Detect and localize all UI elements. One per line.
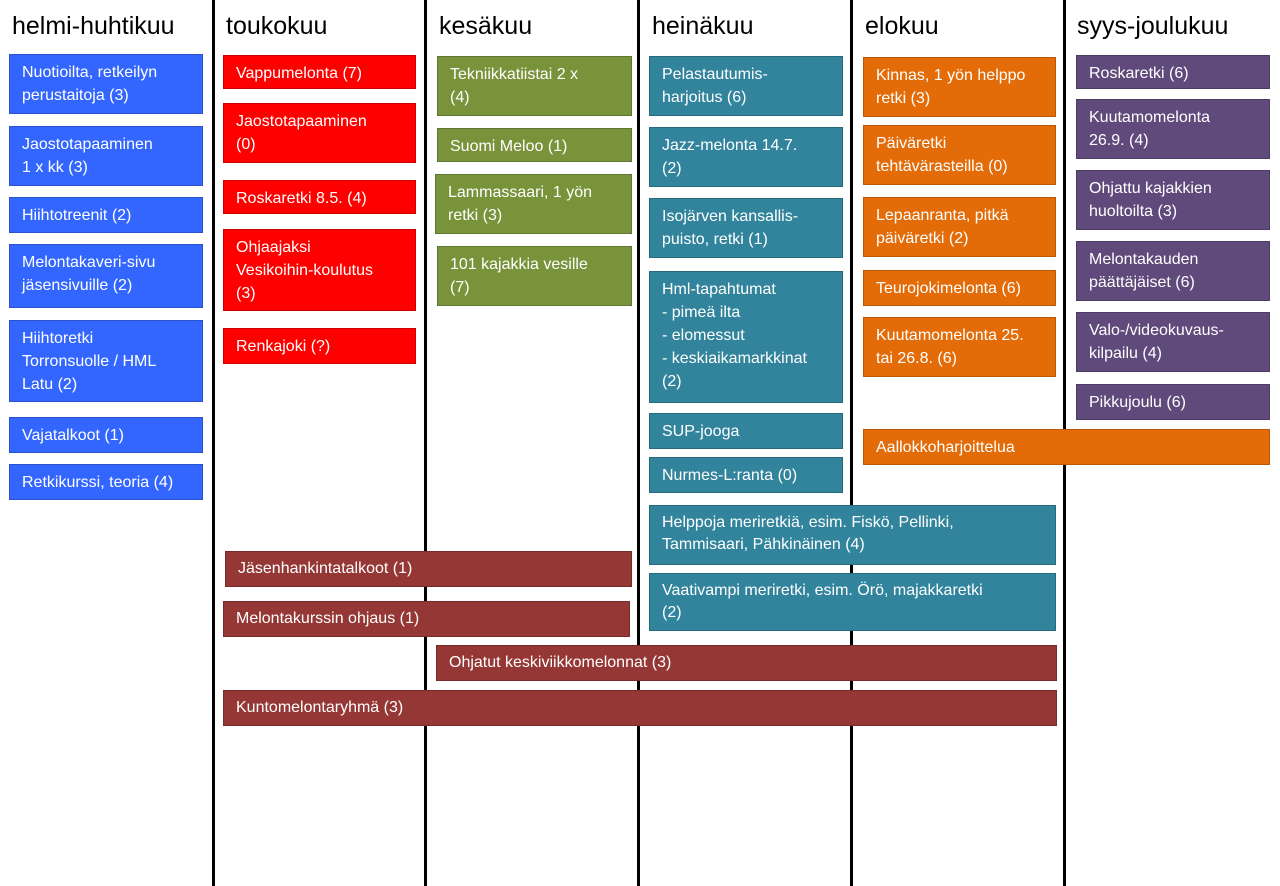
activity-box: Hiihtotreenit (2) bbox=[9, 197, 203, 233]
activity-box: Vappumelonta (7) bbox=[223, 55, 416, 89]
activity-box: Kinnas, 1 yön helppo retki (3) bbox=[863, 57, 1056, 117]
column-divider bbox=[424, 0, 427, 886]
activity-box: SUP-jooga bbox=[649, 413, 843, 449]
activity-box: Roskaretki 8.5. (4) bbox=[223, 180, 416, 214]
month-header-kesakuu: kesäkuu bbox=[439, 12, 533, 40]
activity-box: Tekniikkatiistai 2 x (4) bbox=[437, 56, 632, 116]
activity-box: Ohjaajaksi Vesikoihin-koulutus (3) bbox=[223, 229, 416, 311]
spanning-activity-box: Jäsenhankintatalkoot (1) bbox=[225, 551, 632, 587]
activity-box: Teurojokimelonta (6) bbox=[863, 270, 1056, 306]
activity-box: Melontakaveri-sivu jäsensivuille (2) bbox=[9, 244, 203, 308]
month-header-toukokuu: toukokuu bbox=[226, 12, 328, 40]
activity-box: Ohjattu kajakkien huoltoilta (3) bbox=[1076, 170, 1270, 230]
activity-box: Isojärven kansallis- puisto, retki (1) bbox=[649, 198, 843, 258]
activity-box-wide: Helppoja meriretkiä, esim. Fiskö, Pellinki, Tammisaari, Pähkinäinen (4) bbox=[649, 505, 1056, 565]
column-divider bbox=[850, 0, 853, 886]
column-divider bbox=[212, 0, 215, 886]
activity-box: Roskaretki (6) bbox=[1076, 55, 1270, 89]
activity-box: Melontakauden päättäjäiset (6) bbox=[1076, 241, 1270, 301]
spanning-activity-box: Kuntomelontaryhmä (3) bbox=[223, 690, 1057, 726]
activity-box: Renkajoki (?) bbox=[223, 328, 416, 364]
activity-box-wide: Vaativampi meriretki, esim. Örö, majakkaretki (2) bbox=[649, 573, 1056, 631]
activity-box: Jaostotapaaminen 1 x kk (3) bbox=[9, 126, 203, 186]
activity-box: Lammassaari, 1 yön retki (3) bbox=[435, 174, 632, 234]
spanning-activity-box: Melontakurssin ohjaus (1) bbox=[223, 601, 630, 637]
activity-box: Nurmes-L:ranta (0) bbox=[649, 457, 843, 493]
activity-box: Kuutamomelonta 25. tai 26.8. (6) bbox=[863, 317, 1056, 377]
activity-box: Päiväretki tehtävärasteilla (0) bbox=[863, 125, 1056, 185]
activity-box: Kuutamomelonta 26.9. (4) bbox=[1076, 99, 1270, 159]
activity-box: Lepaanranta, pitkä päiväretki (2) bbox=[863, 197, 1056, 257]
activity-box: Hml-tapahtumat - pimeä ilta - elomessut - keskiaikamarkkinat (2) bbox=[649, 271, 843, 403]
month-header-heinakuu: heinäkuu bbox=[652, 12, 754, 40]
activity-box: Pelastautumis- harjoitus (6) bbox=[649, 56, 843, 116]
activity-box: Suomi Meloo (1) bbox=[437, 128, 632, 162]
month-header-helmi-huhtikuu: helmi-huhtikuu bbox=[12, 12, 175, 40]
activity-box: Pikkujoulu (6) bbox=[1076, 384, 1270, 420]
activity-box: Hiihtoretki Torronsuolle / HML Latu (2) bbox=[9, 320, 203, 402]
activity-box: 101 kajakkia vesille (7) bbox=[437, 246, 632, 306]
activity-box: Jaostotapaaminen (0) bbox=[223, 103, 416, 163]
activity-box: Vajatalkoot (1) bbox=[9, 417, 203, 453]
activity-box: Valo-/videokuvaus- kilpailu (4) bbox=[1076, 312, 1270, 372]
activity-box: Jazz-melonta 14.7. (2) bbox=[649, 127, 843, 187]
month-header-syys-joulukuu: syys-joulukuu bbox=[1077, 12, 1229, 40]
activity-box: Nuotioilta, retkeilyn perustaitoja (3) bbox=[9, 54, 203, 114]
column-divider bbox=[637, 0, 640, 886]
activity-box-wide: Aallokkoharjoittelua bbox=[863, 429, 1270, 465]
activity-box: Retkikurssi, teoria (4) bbox=[9, 464, 203, 500]
month-header-elokuu: elokuu bbox=[865, 12, 939, 40]
spanning-activity-box: Ohjatut keskiviikkomelonnat (3) bbox=[436, 645, 1057, 681]
